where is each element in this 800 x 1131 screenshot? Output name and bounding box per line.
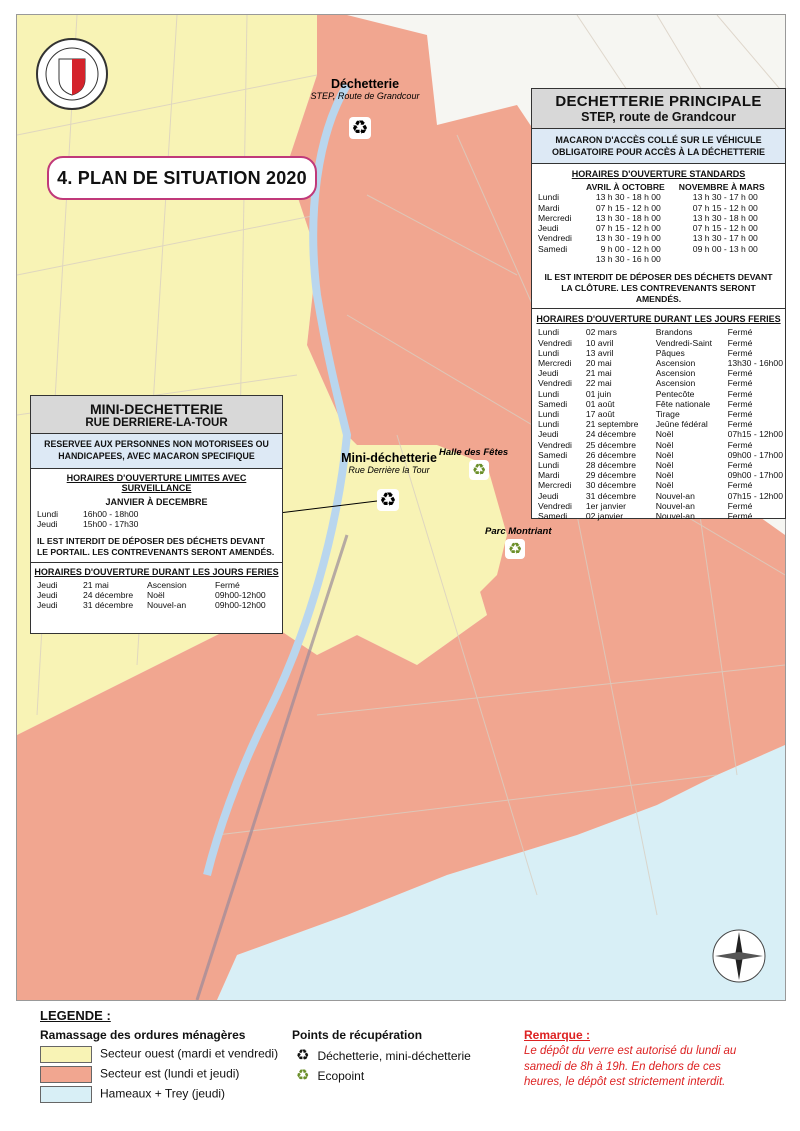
- day-cell: Jeudi: [538, 490, 559, 501]
- holiday-name-cell: Fête nationale: [655, 398, 711, 409]
- holiday-row: [536, 409, 785, 419]
- municipal-seal-icon: [35, 37, 109, 111]
- mini-hours-row: [35, 519, 140, 529]
- mini-panel-subtitle: RUE DERRIERE-LA-TOUR: [85, 417, 228, 429]
- legend-sector-ouest: [40, 1046, 278, 1063]
- remark-title: Remarque :: [524, 1028, 591, 1042]
- time-cell: 16h00 - 18h00: [83, 508, 139, 519]
- hours-cell: Fermé: [727, 460, 753, 471]
- day-cell: Vendredi: [538, 337, 572, 348]
- mini-holiday-title: HORAIRES D'OUVERTURE DURANT LES JOURS FERIES: [34, 566, 279, 577]
- holiday-name-cell: Noël: [655, 480, 674, 491]
- main-panel-title: DECHETTERIE PRINCIPALE: [555, 93, 762, 110]
- date-cell: 26 décembre: [585, 449, 637, 460]
- day-cell: Vendredi: [538, 500, 572, 511]
- col-summer: AVRIL À OCTOBRE: [586, 182, 665, 193]
- day-cell: [536, 254, 584, 264]
- hours-cell: Fermé: [727, 337, 753, 348]
- recycle-icon[interactable]: ♻: [377, 489, 399, 511]
- holiday-name-cell: Pâques: [655, 347, 685, 358]
- date-cell: 02 janvier: [585, 511, 624, 522]
- holiday-name-cell: Brandons: [655, 327, 693, 338]
- summer-cell: 07 h 15 - 12 h 00: [595, 223, 661, 234]
- standard-row: [536, 254, 767, 264]
- hours-cell: 07h15 - 12h00: [727, 429, 783, 440]
- winter-cell: 07 h 15 - 12 h 00: [692, 223, 758, 234]
- day-cell: Jeudi: [37, 589, 58, 600]
- holiday-row: [536, 419, 785, 429]
- holiday-row: [536, 450, 785, 460]
- summer-cell: 13 h 30 - 18 h 00: [595, 192, 661, 203]
- swatch-est: [40, 1066, 92, 1083]
- date-cell: 10 avril: [585, 337, 614, 348]
- mini-hours-row: [35, 509, 140, 519]
- day-cell: Samedi: [538, 449, 568, 460]
- standard-row: [536, 223, 767, 233]
- north-arrow-icon: [711, 928, 767, 984]
- day-cell: Jeudi: [538, 429, 559, 440]
- date-cell: 30 décembre: [585, 480, 637, 491]
- date-cell: 21 septembre: [585, 419, 639, 430]
- standard-row: [536, 192, 767, 202]
- day-cell: Vendredi: [538, 439, 572, 450]
- mini-holiday-table: [35, 580, 268, 611]
- hours-cell: 09h00 - 17h00: [727, 449, 783, 460]
- holiday-name-cell: Noël: [655, 439, 674, 450]
- mini-panel-title: MINI-DECHETTERIE: [90, 401, 223, 417]
- holiday-row: [536, 378, 785, 388]
- ecopoint-icon[interactable]: ♻: [469, 460, 489, 480]
- legend-label: Déchetterie, mini-déchetterie: [317, 1049, 471, 1063]
- hours-cell: Fermé: [727, 511, 753, 522]
- parc-montriant-label: Parc Montriant: [485, 526, 552, 537]
- holiday-row: [536, 501, 785, 511]
- legend-label: Ecopoint: [317, 1069, 365, 1083]
- holiday-name-cell: Noël: [655, 460, 674, 471]
- holiday-name-cell: Nouvel-an: [655, 511, 695, 522]
- mini-panel-note: RESERVEE AUX PERSONNES NON MOTORISEES OU HANDICAPEES, AVEC MACARON SPECIFIQUE: [31, 434, 282, 469]
- day-cell: Lundi: [538, 460, 560, 471]
- mini-panel-warning: IL EST INTERDIT DE DÉPOSER DES DÉCHETS DEVANT LE PORTAIL. LES CONTREVENANTS SERONT AMENDÉS.: [31, 533, 282, 562]
- holiday-name-cell: Vendredi-Saint: [655, 337, 713, 348]
- date-cell: 01 juin: [585, 388, 612, 399]
- day-cell: Mercredi: [538, 358, 572, 369]
- date-cell: 17 août: [585, 409, 615, 420]
- date-cell: 24 décembre: [585, 429, 637, 440]
- holiday-row: [536, 327, 785, 337]
- legend-label: Secteur ouest (mardi et vendredi): [100, 1046, 279, 1061]
- day-cell: Samedi: [538, 243, 568, 254]
- holiday-name-cell: Noël: [655, 470, 674, 481]
- hours-cell: 09h00 - 17h00: [727, 470, 783, 481]
- ecopoint-icon[interactable]: ♻: [505, 539, 525, 559]
- day-cell: Lundi: [538, 419, 560, 430]
- holiday-name-cell: Noël: [655, 429, 674, 440]
- holiday-name-cell: Tirage: [655, 409, 680, 420]
- holiday-row: [536, 491, 785, 501]
- day-cell: Jeudi: [37, 518, 58, 529]
- main-panel-warning: IL EST INTERDIT DE DÉPOSER DES DÉCHETS DEVANT LA CLÔTURE. LES CONTREVENANTS SERONT AMENDÉS.: [532, 269, 785, 310]
- holiday-name-cell: Noël: [147, 589, 165, 600]
- hours-cell: 09h00-12h00: [215, 599, 266, 610]
- day-cell: Jeudi: [37, 599, 58, 610]
- ecopoint-icon: ♻: [296, 1066, 310, 1084]
- recycle-icon: ♻: [296, 1046, 310, 1064]
- main-panel-header: [532, 89, 785, 129]
- hours-cell: Fermé: [215, 579, 240, 590]
- holiday-row: [536, 470, 785, 480]
- hours-cell: Fermé: [727, 480, 753, 491]
- date-cell: 20 mai: [585, 358, 612, 369]
- time-cell: 15h00 - 17h30: [83, 518, 139, 529]
- legend-label: Hameaux + Trey (jeudi): [100, 1086, 226, 1101]
- day-cell: Lundi: [538, 192, 560, 203]
- winter-cell: 09 h 00 - 13 h 00: [692, 243, 758, 254]
- dechetterie-name: Déchetterie: [330, 77, 400, 91]
- holiday-row: [536, 348, 785, 358]
- mini-holiday-row: [35, 590, 268, 600]
- day-cell: Mardi: [538, 202, 560, 213]
- date-cell: 25 décembre: [585, 439, 637, 450]
- period-label: JANVIER À DECEMBRE: [105, 496, 208, 507]
- points-title: Points de récupération: [292, 1028, 423, 1042]
- mini-hours-table: [35, 509, 140, 529]
- main-panel-note: MACARON D'ACCÈS COLLÉ SUR LE VÉHICULE OBLIGATOIRE POUR ACCÈS À LA DÉCHETTERIE: [532, 129, 785, 164]
- holiday-row: [536, 511, 785, 521]
- day-cell: Mercredi: [538, 212, 572, 223]
- holiday-name-cell: Noël: [655, 449, 674, 460]
- winter-cell: 13 h 30 - 17 h 00: [692, 192, 758, 203]
- holiday-row: [536, 399, 785, 409]
- day-cell: Jeudi: [538, 368, 559, 379]
- holiday-name-cell: Ascension: [655, 368, 696, 379]
- day-cell: Lundi: [538, 409, 560, 420]
- hours-cell: 07h15 - 12h00: [727, 490, 783, 501]
- date-cell: 31 décembre: [585, 490, 637, 501]
- holiday-name-cell: Ascension: [655, 378, 696, 389]
- holiday-hours-table: [536, 327, 785, 521]
- hours-cell: Fermé: [727, 368, 753, 379]
- holiday-name-cell: Pentecôte: [655, 388, 695, 399]
- summer-cell: 13 h 30 - 19 h 00: [595, 233, 661, 244]
- summer-cell: 9 h 00 - 12 h 00: [600, 243, 661, 254]
- mini-dechetterie-address: Rue Derrière la Tour: [348, 465, 430, 475]
- holiday-name-cell: Jeûne fédéral: [655, 419, 708, 430]
- day-cell: Mercredi: [538, 480, 572, 491]
- date-cell: 31 décembre: [83, 599, 134, 610]
- swatch-hameaux: [40, 1086, 92, 1103]
- day-cell: Lundi: [538, 388, 560, 399]
- holiday-row: [536, 368, 785, 378]
- hours-cell: Fermé: [727, 378, 753, 389]
- date-cell: 24 décembre: [83, 589, 134, 600]
- date-cell: 22 mai: [585, 378, 612, 389]
- hours-cell: Fermé: [727, 500, 753, 511]
- hours-cell: 09h00-12h00: [215, 589, 266, 600]
- dechetterie-label: [305, 77, 425, 101]
- halle-des-fetes-label: Halle des Fêtes: [439, 447, 509, 458]
- summer-cell: 13 h 30 - 16 h 00: [595, 253, 661, 264]
- day-cell: Lundi: [538, 327, 560, 338]
- plan-title: 4. PLAN DE SITUATION 2020: [47, 156, 317, 200]
- day-cell: Samedi: [538, 398, 568, 409]
- holiday-row: [536, 440, 785, 450]
- day-cell: Jeudi: [538, 223, 559, 234]
- holiday-row: [536, 480, 785, 490]
- legend-sector-hameaux: [40, 1086, 225, 1103]
- summer-cell: 07 h 15 - 12 h 00: [595, 202, 661, 213]
- legend-point-ecopoint: [296, 1066, 364, 1084]
- holiday-name-cell: Ascension: [655, 358, 696, 369]
- dechetterie-address: STEP, Route de Grandcour: [310, 91, 420, 101]
- legend-point-dechetterie: [296, 1046, 471, 1064]
- remark-text: Le dépôt du verre est autorisé du lundi au samedi de 8h à 19h. En dehors de ces heures, le dépôt est strictement interdit.: [524, 1045, 737, 1089]
- day-cell: Vendredi: [538, 233, 572, 244]
- holiday-name-cell: Nouvel-an: [655, 490, 695, 501]
- hours-cell: Fermé: [727, 398, 753, 409]
- mini-panel-header: [31, 396, 282, 434]
- col-winter: NOVEMBRE À MARS: [678, 182, 765, 193]
- main-panel-subtitle: STEP, route de Grandcour: [581, 110, 736, 124]
- holiday-name-cell: Nouvel-an: [655, 500, 695, 511]
- summer-cell: 13 h 30 - 18 h 00: [595, 212, 661, 223]
- hours-cell: Fermé: [727, 409, 753, 420]
- date-cell: 1er janvier: [585, 500, 626, 511]
- holiday-name-cell: Ascension: [147, 579, 187, 590]
- legend-sector-est: [40, 1066, 239, 1083]
- hours-cell: Fermé: [727, 439, 753, 450]
- hours-cell: Fermé: [727, 347, 753, 358]
- date-cell: 28 décembre: [585, 460, 637, 471]
- standard-hours-title: HORAIRES D'OUVERTURE STANDARDS: [571, 169, 746, 180]
- holiday-name-cell: Nouvel-an: [147, 599, 187, 610]
- day-cell: Lundi: [538, 347, 560, 358]
- standard-hours-table: [536, 182, 767, 264]
- holiday-row: [536, 338, 785, 348]
- winter-cell: 13 h 30 - 17 h 00: [692, 233, 758, 244]
- hours-cell: 13h30 - 16h00: [727, 358, 783, 369]
- date-cell: 21 mai: [83, 579, 109, 590]
- legend-label: Secteur est (lundi et jeudi): [100, 1066, 240, 1081]
- winter-cell: [667, 254, 767, 264]
- hours-cell: Fermé: [727, 419, 753, 430]
- day-cell: Samedi: [538, 511, 568, 522]
- mini-dechetterie-panel: [30, 395, 283, 634]
- standard-row: [536, 233, 767, 243]
- mini-holiday-row: [35, 580, 268, 590]
- date-cell: 13 avril: [585, 347, 614, 358]
- date-cell: 29 décembre: [585, 470, 637, 481]
- day-cell: Lundi: [37, 508, 59, 519]
- date-cell: 21 mai: [585, 368, 612, 379]
- mini-holiday-row: [35, 600, 268, 610]
- holiday-row: [536, 389, 785, 399]
- hours-cell: Fermé: [727, 388, 753, 399]
- holiday-hours-title: HORAIRES D'OUVERTURE DURANT LES JOURS FERIES: [536, 314, 781, 325]
- date-cell: 01 août: [585, 398, 615, 409]
- main-dechetterie-panel: [531, 88, 786, 522]
- hours-cell: Fermé: [727, 327, 753, 338]
- legend: [40, 1008, 784, 1120]
- holiday-row: [536, 358, 785, 368]
- holiday-row: [536, 460, 785, 470]
- standard-row: [536, 244, 767, 254]
- legend-title: LEGENDE :: [40, 1008, 111, 1023]
- day-cell: Mardi: [538, 470, 560, 481]
- recycle-icon[interactable]: ♻: [349, 117, 371, 139]
- winter-cell: 07 h 15 - 12 h 00: [692, 202, 758, 213]
- limited-hours-title: HORAIRES D'OUVERTURE LIMITES AVEC SURVEILLANCE: [66, 472, 247, 493]
- winter-cell: 13 h 30 - 18 h 00: [692, 212, 758, 223]
- date-cell: 02 mars: [585, 327, 617, 338]
- mini-dechetterie-name: Mini-déchetterie: [341, 451, 437, 465]
- swatch-ouest: [40, 1046, 92, 1063]
- collection-title: Ramassage des ordures ménagères: [40, 1028, 246, 1042]
- holiday-row: [536, 429, 785, 439]
- standard-row: [536, 213, 767, 223]
- standard-row: [536, 203, 767, 213]
- day-cell: Vendredi: [538, 378, 572, 389]
- mini-dechetterie-label: [329, 451, 449, 475]
- day-cell: Jeudi: [37, 579, 58, 590]
